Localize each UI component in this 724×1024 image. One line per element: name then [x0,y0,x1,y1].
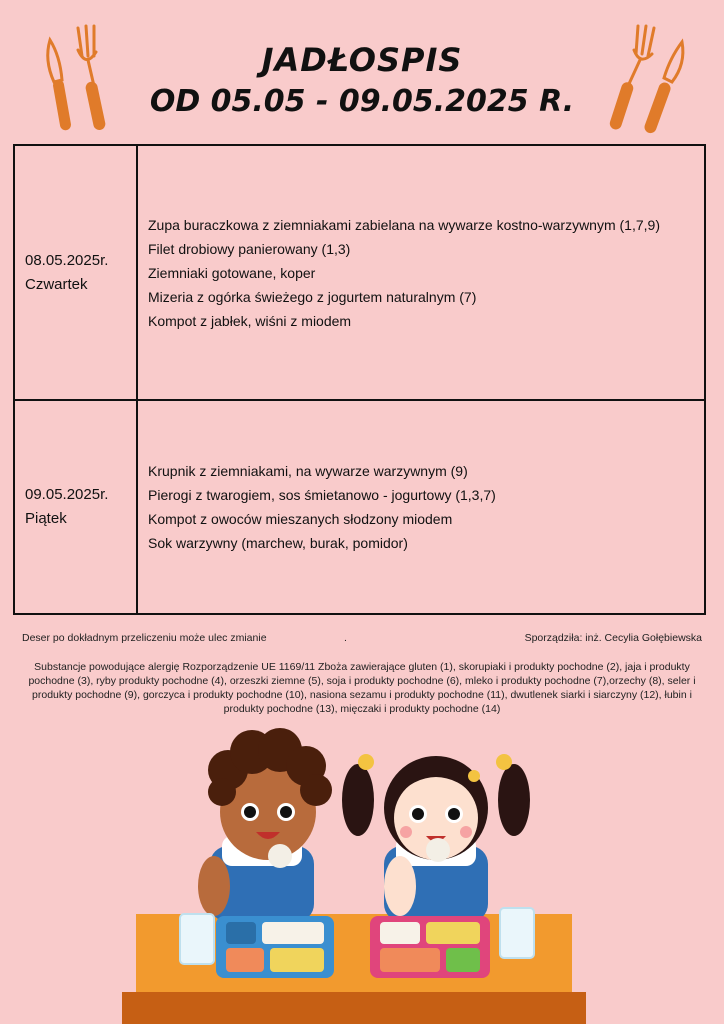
table-front [122,992,586,1024]
dish-item: Kompot z jabłek, wiśni z miodem [148,312,352,329]
glass-right [500,908,534,958]
prepared-by: Sporządziła: inż. Cecylia Gołębiewska [524,632,702,644]
day-date: 08.05.2025r. [25,251,109,269]
children-eating-illustration [110,716,590,1024]
date-range: OD 05.05 - 09.05.2025 R. [149,84,575,119]
day-cell [14,400,137,614]
title-heading: JADŁOSPIS [261,41,463,79]
table-row [14,400,705,614]
dish-item: Kompot z owoców mieszanych słodzony miodem [148,511,453,527]
dish-item: Krupnik z ziemniakami, na wywarze warzywnym (9) [148,463,468,479]
glass-left [180,914,214,964]
boy-figure [198,728,332,922]
dish-item: Filet drobiowy panierowany (1,3) [148,240,351,257]
girl-figure [342,754,530,922]
day-weekday: Piątek [25,510,67,527]
page-title [0,40,724,122]
dish-item: Mizeria z ogórka świeżego z jogurtem naturalnym (7) [148,288,477,305]
dishes-cell [137,400,705,614]
allergen-info: Substancje powodujące alergię Rozporządzenie UE 1169/11 Zboża zawierające gluten (1), skorupiaki i produkty pochodne (2), jaja i produkty pochodne (3), ryby produkty pochodne (4), orzeszki ziemne (5), soja i produkty pochodne (6), mleko i produkty pochodne (7),orzechy (8), seler i produkty pochodne (9), gorczyca i produkty pochodne (10), nasiona sezamu i produkty pochodne (11), dwutlenek siarki i siarczyny (12), łubin i produkty pochodne (13), mięczaki i produkty pochodne (14) [28,661,696,715]
dish-item: Zupa buraczkowa z ziemniakami zabielana na wywarze kostno-warzywnym (1,7,9) [148,216,660,233]
dessert-note: Deser po dokładnym przeliczeniu może ulec zmianie [22,632,267,644]
table-row [14,145,705,400]
dishes-cell [137,145,705,400]
dish-item: Sok warzywny (marchew, burak, pomidor) [148,535,408,551]
day-date: 09.05.2025r. [25,486,109,503]
dish-item: Pierogi z twarogiem, sos śmietanowo - jogurtowy (1,3,7) [148,487,496,503]
day-weekday: Czwartek [25,275,88,293]
dish-item: Ziemniaki gotowane, koper [148,264,316,281]
menu-table [13,144,706,615]
separator-dot: . [344,632,347,644]
day-cell [14,145,137,400]
